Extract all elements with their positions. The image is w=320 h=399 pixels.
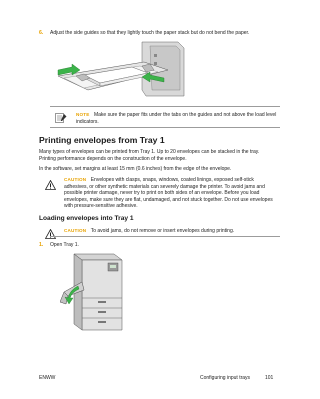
- caution1-line1-wrap: [64, 177, 294, 183]
- caution1-line1: Envelopes with clasps, snaps, windows, coated linings, exposed self-stick: [90, 177, 254, 183]
- caution2-label: CAUTION: [64, 228, 87, 233]
- step-number: 1.: [39, 242, 44, 248]
- caution1-line2: adhesives, or other synthetic materials can severely damage the printer. To avoid jams and: [64, 183, 265, 190]
- step-text: Adjust the side guides so that they lightly touch the paper stack but do not bend the paper.: [50, 30, 250, 36]
- caution2-wrap: [64, 228, 294, 234]
- footer-left: ENWW: [39, 375, 56, 381]
- note-text-line1: Make sure the paper fits under the tabs on the guides and not above the load level: [93, 112, 277, 118]
- step-number: 6.: [39, 30, 44, 36]
- page-number: 101: [265, 375, 274, 381]
- tray-side-guides-figure: [50, 40, 190, 98]
- caution2-divider: [50, 236, 280, 237]
- open-tray1-figure: [60, 252, 132, 332]
- section-para1-line2: Printing performance depends on the construction of the envelope.: [39, 155, 187, 162]
- note-text-line2: indicators.: [76, 118, 99, 125]
- tray-illustration: [50, 40, 190, 98]
- note-divider-top: [50, 106, 280, 107]
- note-divider-bottom: [50, 127, 280, 128]
- step-text: Open Tray 1.: [50, 242, 79, 248]
- section-para1-line1: Many types of envelopes can be printed from Tray 1. Up to 20 envelopes can be stacked in the tray.: [39, 149, 260, 155]
- subsection-heading: Loading envelopes into Tray 1: [39, 215, 134, 222]
- note-body: [76, 112, 286, 118]
- caution1-line4: envelopes, make sure they are flat, undamaged, and not stuck together. Do not use envelopes: [64, 196, 273, 203]
- note-label: NOTE: [76, 112, 90, 117]
- caution-warning-icon: [45, 226, 56, 236]
- section-para2: In the software, set margins at least 15 mm (0.6 inches) from the edge of the envelope.: [39, 166, 232, 172]
- caution-warning-icon: [45, 177, 56, 187]
- caution1-line5: with pressure-sensitive adhesive.: [64, 203, 138, 209]
- caution1-label: CAUTION: [64, 177, 87, 182]
- printer-illustration: [60, 252, 132, 332]
- footer-section-title: Configuring input trays: [200, 375, 251, 381]
- section-heading: Printing envelopes from Tray 1: [39, 135, 165, 145]
- caution1-line3: possible printer damage, never try to print on both sides of an envelope. Before you load: [64, 190, 260, 196]
- note-icon: [55, 110, 67, 120]
- caution2-text: To avoid jams, do not remove or insert envelopes during printing.: [90, 228, 235, 234]
